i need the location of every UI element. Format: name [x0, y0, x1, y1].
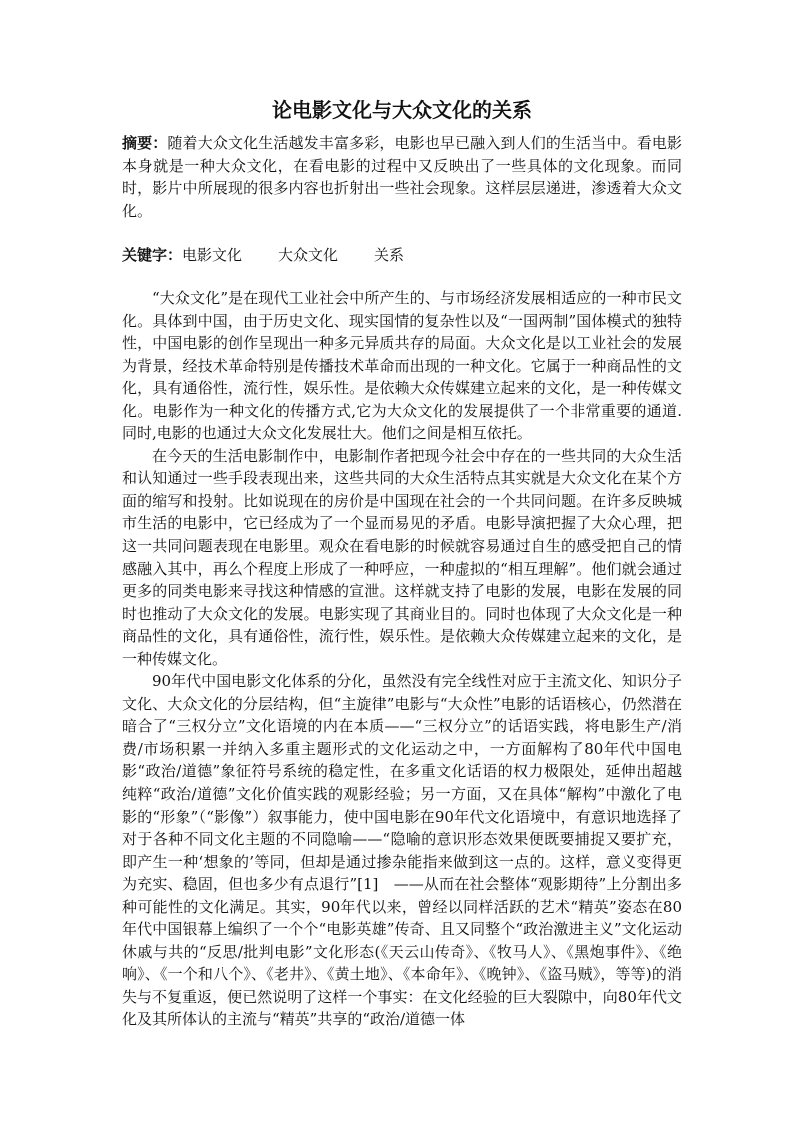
keywords-label: 关键字：	[122, 246, 183, 265]
keyword-item: 电影文化	[182, 246, 243, 265]
keyword-item: 关系	[374, 246, 405, 265]
keywords-line	[122, 244, 682, 267]
document-page	[122, 96, 682, 1031]
body-paragraph: 在今天的生活电影制作中，电影制作者把现今社会中存在的一些共同的大众生活和认知通过一些手段表现出来，这些共同的大众生活特点其实就是大众文化在某个方面的缩写和投射。比如说现在的房价是中国现在社会的一个共同问题。在许多反映城市生活的电影中，它已经成为了一个显而易见的矛盾。电影导演把握了大众心理，把这一共同问题表现在电影里。观众在看电影的时候就容易通过自生的感受把自己的情感融入其中，再么个程度上形成了一种呼应，一种虚拟的“相互理解”。他们就会通过更多的同类电影来寻找这种情感的宣泄。这样就支持了电影的发展，电影在发展的同时也推动了大众文化的发展。电影实现了其商业目的。同时也体现了大众文化是一种商品性的文化，具有通俗性，流行性，娱乐性。是依赖大众传媒建立起来的文化，是一种传媒文化。	[122, 446, 682, 668]
body-text	[122, 287, 682, 1031]
abstract-label: 摘要：	[122, 134, 168, 152]
body-paragraph: “大众文化”是在现代工业社会中所产生的、与市场经济发展相适应的一种市民文化。具体到中国，由于历史文化、现实国情的复杂性以及“一国两制”国体模式的独特性，中国电影的创作呈现出一种多元异质共存的局面。大众文化是以工业社会的发展为背景，经技术革命特别是传播技术革命而出现的一种文化。它属于一种商品性的文化，具有通俗性，流行性，娱乐性。是依赖大众传媒建立起来的文化，是一种传媒文化。电影作为一种文化的传播方式,它为大众文化的发展提供了一个非常重要的通道.同时,电影的也通过大众文化发展壮大。他们之间是相互依托。	[122, 288, 682, 443]
body-paragraph: 90年代中国电影文化体系的分化，虽然没有完全线性对应于主流文化、知识分子文化、大众文化的分层结构，但“主旋律”电影与“大众性”电影的话语核心，仍然潜在暗合了“三权分立”文化语境的内在本质——“三权分立”的话语实践，将电影生产/消费/市场积累一并纳入多重主题形式的文化运动之中，一方面解构了80年代中国电影“政治/道德”象征符号系统的稳定性，在多重文化话语的权力极限处，延伸出超越纯粹“政治/道德”文化价值实践的观影经验；另一方面，又在具体“解构”中激化了电影的“形象”（“影像”）叙事能力，使中国电影在90年代文化语境中，有意识地选择了对于各种不同文化主题的不同隐喻——“隐喻的意识形态效果便既要捕捉又要扩充，即产生一种‘想象的’等同，但却是通过掺杂能指来做到这一点的。这样，意义变得更为充实、稳固，但也多少有点退行”[1] ——从而在社会整体“观影期待”上分割出多种可能性的文化满足。其实，90年代以来，曾经以同样活跃的艺术“精英”姿态在80年代中国银幕上编织了一个个“电影英雄”传奇、且又同整个“政治激进主义”文化运动休戚与共的“反思/批判电影”文化形态(《天云山传奇》、《牧马人》、《黑炮事件》、《绝响》、《一个和八个》、《老井》、《黄土地》、《本命年》、《晚钟》、《盗马贼》，等等)的消失与不复重返，便已然说明了这样一个事实：在文化经验的巨大裂隙中，向80年代文化及其所体认的主流与“精英”共享的“政治/道德一体	[122, 672, 682, 1029]
abstract	[122, 132, 682, 222]
document-title: 论电影文化与大众文化的关系	[272, 98, 532, 122]
abstract-text: 随着大众文化生活越发丰富多彩，电影也早已融入到人们的生活当中。看电影本身就是一种大众文化，在看电影的过程中又反映出了一些具体的文化现象。而同时，影片中所展现的很多内容也折射出一些社会现象。这样层层递进，渗透着大众文化。	[122, 134, 682, 220]
keyword-item: 大众文化	[278, 246, 339, 265]
